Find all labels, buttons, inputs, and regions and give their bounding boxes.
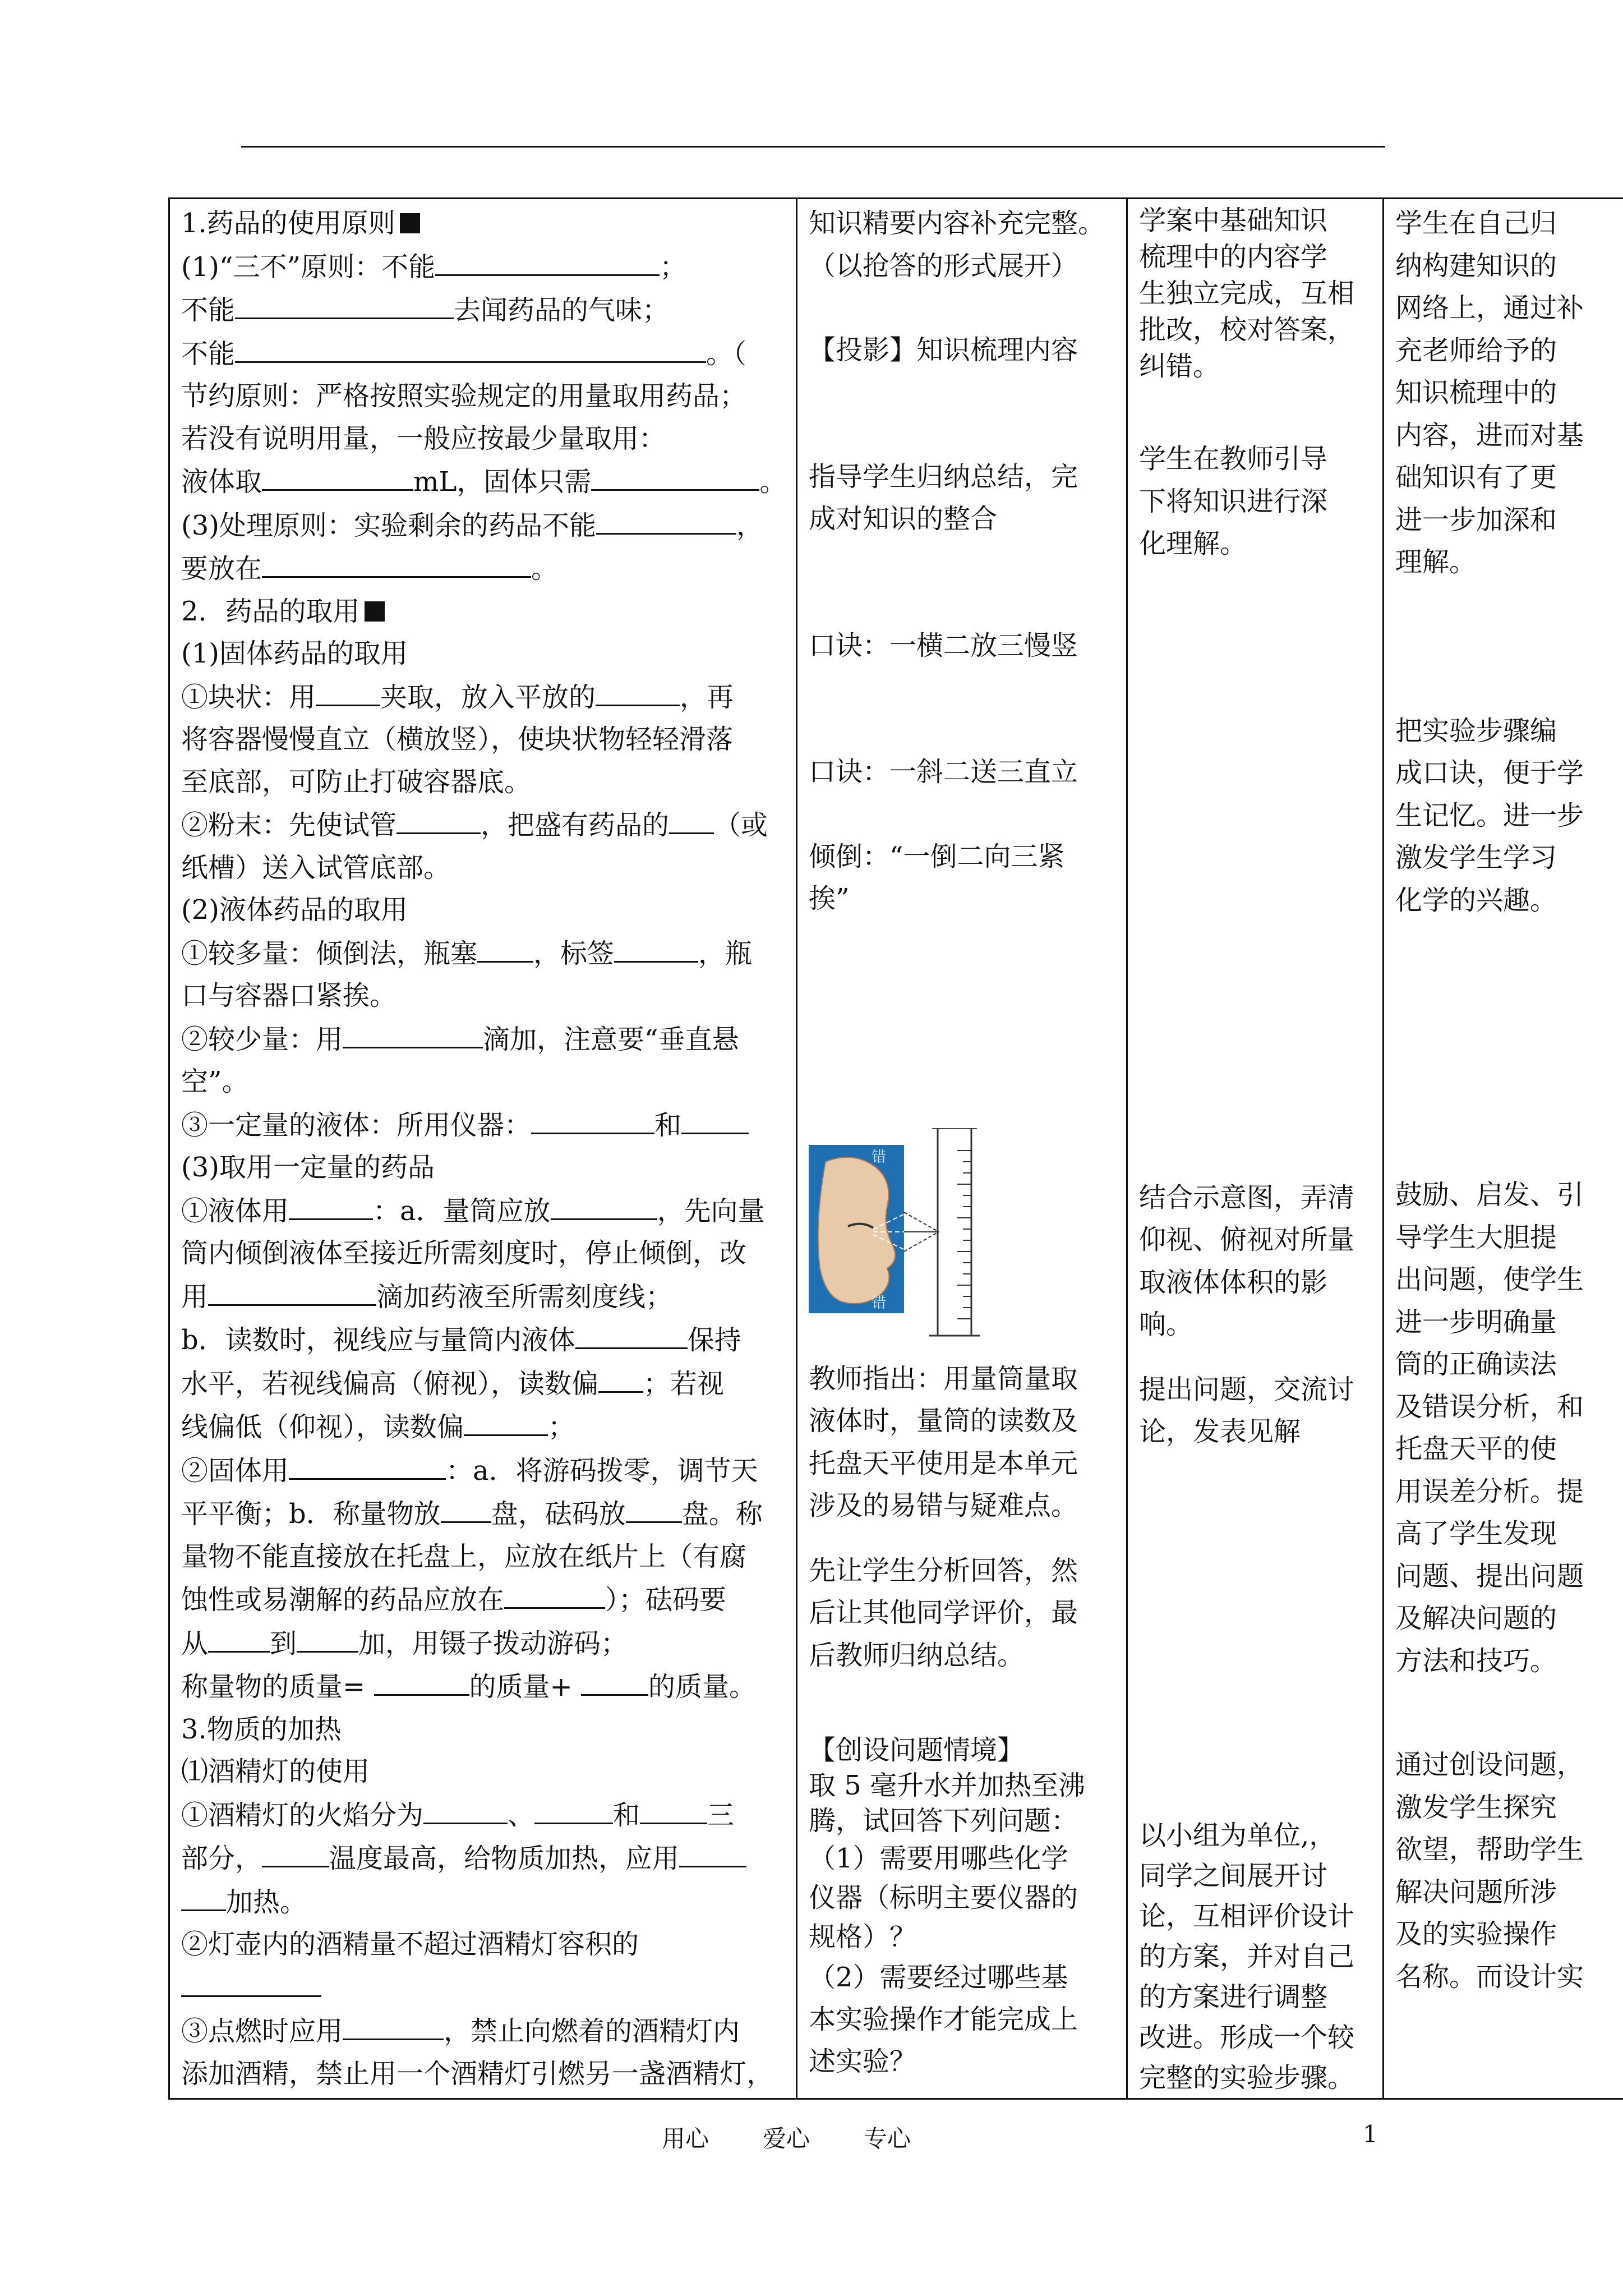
blank[interactable] — [343, 2009, 444, 2040]
blank[interactable] — [262, 460, 413, 491]
heading-principles: 1.药品的使用原则 — [181, 208, 395, 239]
blank[interactable] — [669, 803, 714, 834]
blank[interactable] — [423, 1793, 508, 1824]
blank[interactable] — [477, 932, 533, 963]
text-line: 节约原则：严格按照实验规定的用量取用药品； — [181, 380, 747, 412]
blank[interactable] — [435, 245, 660, 276]
page-number: 1 — [1363, 2120, 1378, 2148]
blank[interactable] — [531, 1103, 654, 1134]
eye-sightline-diagram — [809, 1128, 994, 1341]
wrong-label-bottom: 错 — [872, 1294, 887, 1312]
blank[interactable] — [575, 1318, 688, 1349]
text-line: 量物不能直接放在托盘上，应放在纸片上（有腐 — [181, 1540, 747, 1572]
blank[interactable] — [316, 675, 380, 706]
blank[interactable] — [289, 1449, 446, 1480]
header-rule — [241, 146, 1385, 148]
text-line: (2)液体药品的取用 — [181, 894, 408, 926]
blank[interactable] — [464, 1405, 548, 1436]
text-line: 空”。 — [181, 1066, 249, 1097]
blank[interactable] — [591, 460, 759, 491]
blank[interactable] — [289, 1189, 373, 1220]
text-line: (3)取用一定量的药品 — [181, 1152, 435, 1183]
blank[interactable] — [614, 932, 698, 963]
heading-taking: 2．药品的取用 — [181, 595, 360, 627]
text-line: ②灯壶内的酒精量不超过酒精灯容积的 — [181, 1929, 639, 1960]
text-line: ⑴酒精灯的使用 — [181, 1756, 370, 1787]
blank[interactable] — [262, 547, 531, 578]
text-line: 筒内倾倒液体至接近所需刻度时，停止倾倒，改 — [181, 1237, 747, 1269]
blank[interactable] — [626, 1492, 682, 1523]
teacher-activity-column: 知识精要内容补充完整。 （以抢答的形式展开） 【投影】知识梳理内容 指导学生归纳总结，完 成对知识的整合 口诀：一横二放三慢竖 口诀：一斜二送三直立 倾倒：“一倒二向三紧 挨” 错 错 教师指出：用量筒量取 液体时，量筒的读数及 托盘天平使用是本单元 涉及的易错与疑难点。 先让学生分析回答，然 后让其他同学评价，最 后教师归纳总结。 【创设问题情境】 取 5 毫升水并加热至沸 腾，试回答下列问题： （1）需要用哪些化学 仪器（标明主要仪器的 规格）？ （2）需要经过哪些基 本实验操作才能完成上 述实验？ — [797, 199, 1127, 2099]
blank[interactable] — [181, 1880, 226, 1911]
blank[interactable] — [235, 332, 706, 363]
blank[interactable] — [208, 1622, 270, 1653]
text-line: 添加酒精，禁止用一个酒精灯引燃另一盏酒精灯， — [181, 2058, 774, 2090]
lesson-plan-table — [168, 197, 1623, 2100]
blank[interactable] — [441, 1492, 491, 1523]
text-line: 若没有说明用量，一般应按最少量取用： — [181, 422, 666, 454]
face-icon — [818, 1157, 896, 1304]
blank[interactable] — [681, 1103, 749, 1134]
text-line: 至底部，可防止打破容器底。 — [181, 766, 532, 798]
blank[interactable] — [551, 1189, 657, 1220]
text-line: 口与容器口紧挨。 — [181, 980, 397, 1011]
blank[interactable] — [581, 1665, 648, 1696]
blank[interactable] — [534, 1793, 613, 1824]
design-intent-column: 学生在自己归 纳构建知识的 网络上，通过补 充老师给予的 知识梳理中的 内容，进而对基 础知识有了更 进一步加深和 理解。 把实验步骤编 成口诀，便于学 生记忆。进一步 激发学生学习 化学的兴趣。 鼓励、启发、引 导学生大胆提 出问题，使学生 进一步明确量 筒的正确读法 及错误分析，和 托盘天平的使 用误差分析。提 高了学生发现 问题、提出问题 及解决问题的 方法和技巧。 通过创设问题， 激发学生探究 欲望，帮助学生 解决问题所涉 及的实验操作 名称。而设计实 — [1384, 199, 1623, 2099]
square-marker-icon — [365, 601, 385, 622]
blank[interactable] — [262, 1837, 329, 1867]
heading-heating: 3.物质的加热 — [181, 1713, 342, 1745]
blank[interactable] — [596, 675, 680, 706]
blank[interactable] — [235, 288, 454, 319]
knowledge-column: 1.药品的使用原则 (1)“三不”原则：不能 ； 不能 去闻药品的气味； 不能 。（ 节约原则：严格按照实验规定的用量取用药品； 若没有说明用量，一般应按最少量取用： 液体取 mL，固体只需 。 (3)处理原则：实验剩余的药品不能 ， 要放在 。 2．药品的取用 (1)固体药品的取用 ①块状：用 夹取，放入平放的 ，再 将容器慢慢直立（横放竖），使块状物轻轻滑落 至底部，可防止打破容器底。 ②粉末：先使试管 ，把盛有药品的 （或 纸槽）送入试管底部。 (2)液体药品的取用 ①较多量：倾倒法，瓶塞 ，标签 ，瓶 口与容器口紧挨。 ②较少量：用 滴加，注意要“垂直悬 空”。 ③一定量的液体：所用仪器： 和 (3)取用一定量的药品 ①液体用 ：a．量筒应放 ，先向量 筒内倾倒液体至接近所需刻度时，停止倾倒，改 用 滴加药液至所需刻度线； b．读数时，视线应与量筒内液体 保持 水平，若视线偏高（俯视），读数偏 ；若视 线偏低（仰视），读数偏 ； ②固体用 ：a．将游码拨零，调节天 平平衡；b．称量物放 盘，砝码放 盘。称 量物不能直接放在托盘上，应放在纸片上（有腐 蚀性或易潮解的药品应放在 ）；砝码要 从 到 加，用镊子拨动游码； 称量物的质量= 的质量+ 的质量。 3.物质的加热 ⑴酒精灯的使用 ①酒精灯的火焰分为 、 和 三 部分， 温度最高，给物质加热，应用 加热。 ②灯壶内的酒精量不超过酒精灯容积的 ③点燃时应用 ，禁止向燃着的酒精灯内 添加酒精，禁止用一个酒精灯引燃另一盏酒精灯， — [169, 199, 797, 2099]
blank[interactable] — [297, 1622, 358, 1653]
blank[interactable] — [504, 1578, 605, 1609]
blank[interactable] — [598, 1362, 643, 1393]
footer-slogan-1: 用心 — [662, 2125, 709, 2152]
blank[interactable] — [343, 1018, 483, 1048]
footer-slogan-3: 专心 — [864, 2125, 911, 2152]
blank[interactable] — [396, 803, 481, 834]
wrong-label-top: 错 — [872, 1148, 887, 1166]
blank[interactable] — [374, 1665, 469, 1696]
scale-ticks — [957, 1151, 971, 1319]
graduated-cylinder-reading-figure — [809, 1128, 994, 1341]
blank[interactable] — [640, 1793, 707, 1824]
blank[interactable] — [596, 504, 736, 535]
footer-slogan-2: 爱心 — [763, 2125, 810, 2152]
text-line: 纸槽）送入试管底部。 — [181, 852, 451, 884]
square-marker-icon — [400, 213, 420, 233]
text-line: 将容器慢慢直立（横放竖），使块状物轻轻滑落 — [181, 724, 734, 755]
blank[interactable] — [181, 1966, 321, 1997]
student-activity-column: 学案中基础知识 梳理中的内容学 生独立完成，互相 批改，校对答案， 纠错。 学生在教师引导 下将知识进行深 化理解。 结合示意图，弄清 仰视、俯视对所量 取液体体积的影 响。 提出问题，交流讨 论，发表见解 以小组为单位,， 同学之间展开讨 论，互相评价设计 的方案，并对自己 的方案进行调整 改进。形成一个较 完整的实验步骤。 — [1127, 199, 1384, 2099]
blank[interactable] — [208, 1275, 376, 1306]
blank[interactable] — [679, 1837, 746, 1867]
text-line: (1)固体药品的取用 — [181, 638, 408, 669]
